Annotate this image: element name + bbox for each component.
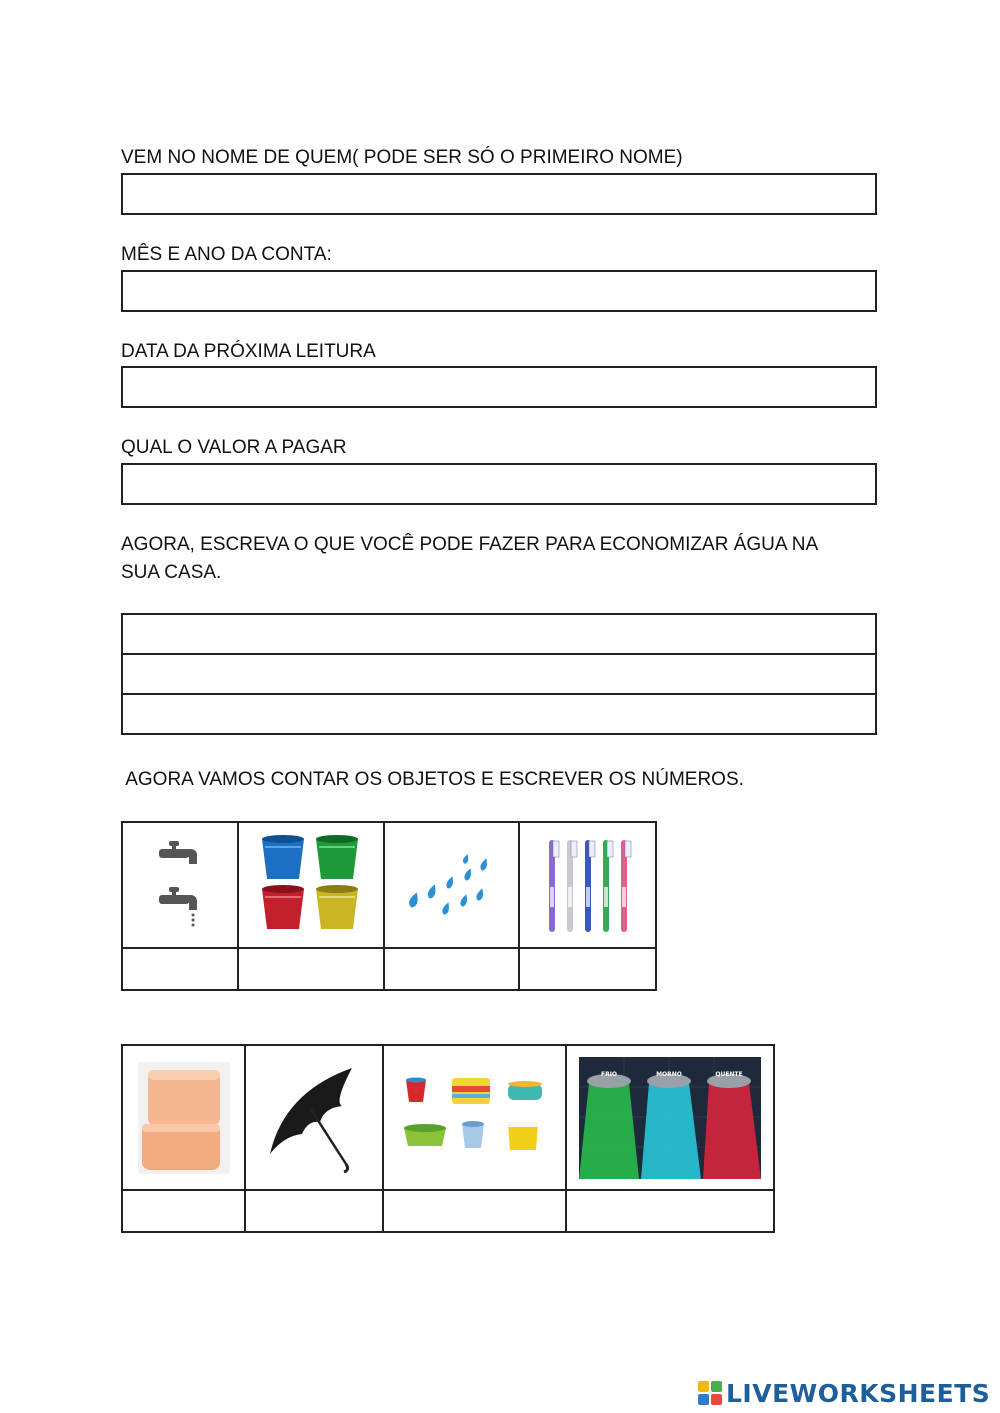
shower-label-cold: FRIO bbox=[600, 1070, 618, 1078]
containers-cell bbox=[383, 1045, 566, 1190]
water-drop-icon bbox=[406, 850, 498, 920]
shower-label-warm: MORNO bbox=[656, 1070, 682, 1078]
question-label-count: AGORA VAMOS CONTAR OS OBJETOS E ESCREVER OS NÚMEROS. bbox=[121, 769, 744, 790]
count-answer-buckets[interactable] bbox=[238, 948, 384, 990]
liveworksheets-watermark bbox=[698, 1378, 990, 1408]
question-label-next-reading: DATA DA PRÓXIMA LEITURA bbox=[121, 341, 376, 362]
bucket-icon bbox=[402, 1074, 548, 1162]
count-answer-showers[interactable] bbox=[566, 1190, 774, 1232]
count-answer-umbrella[interactable] bbox=[245, 1190, 383, 1232]
question-label-amount: QUAL O VALOR A PAGAR bbox=[121, 437, 347, 458]
umbrella-cell bbox=[245, 1045, 383, 1190]
answer-line-1[interactable] bbox=[122, 614, 876, 654]
answer-line-2[interactable] bbox=[122, 654, 876, 694]
count-answer-drops[interactable] bbox=[384, 948, 519, 990]
question-label-month-year: MÊS E ANO DA CONTA: bbox=[121, 244, 332, 265]
faucet-icon bbox=[155, 839, 205, 931]
shower-label-hot: QUENTE bbox=[715, 1070, 743, 1078]
question-label-name: VEM NO NOME DE QUEM( PODE SER SÓ O PRIMEIRO NOME) bbox=[121, 147, 683, 168]
count-answer-soap[interactable] bbox=[122, 1190, 245, 1232]
count-answer-containers[interactable] bbox=[383, 1190, 566, 1232]
toothbrush-icon bbox=[544, 837, 632, 933]
soap-icon bbox=[138, 1062, 230, 1174]
umbrella-icon bbox=[264, 1062, 364, 1174]
answer-field-name[interactable] bbox=[121, 173, 877, 215]
answer-field-month-year[interactable] bbox=[121, 270, 877, 312]
faucet-cell bbox=[122, 822, 238, 948]
liveworksheets-logo-icon bbox=[698, 1381, 722, 1405]
question-label-save-water: AGORA, ESCREVA O QUE VOCÊ PODE FAZER PARA ECONOMIZAR ÁGUA NA SUA CASA. bbox=[121, 534, 819, 583]
counting-table-1 bbox=[121, 821, 657, 991]
water-drops-cell bbox=[384, 822, 519, 948]
toothbrush-cell bbox=[519, 822, 656, 948]
answer-field-amount[interactable] bbox=[121, 463, 877, 505]
save-water-answer-table bbox=[121, 613, 877, 735]
answer-line-3[interactable] bbox=[122, 694, 876, 734]
count-answer-toothbrushes[interactable] bbox=[519, 948, 656, 990]
soap-cell bbox=[122, 1045, 245, 1190]
watermark-text: LIVEWORKSHEETS bbox=[726, 1378, 991, 1408]
shower-icon bbox=[579, 1057, 761, 1179]
count-answer-faucet[interactable] bbox=[122, 948, 238, 990]
bucket-icon bbox=[259, 833, 363, 937]
counting-table-2 bbox=[121, 1044, 775, 1233]
shower-cell bbox=[566, 1045, 774, 1190]
answer-field-next-reading[interactable] bbox=[121, 366, 877, 408]
bucket-cell bbox=[238, 822, 384, 948]
